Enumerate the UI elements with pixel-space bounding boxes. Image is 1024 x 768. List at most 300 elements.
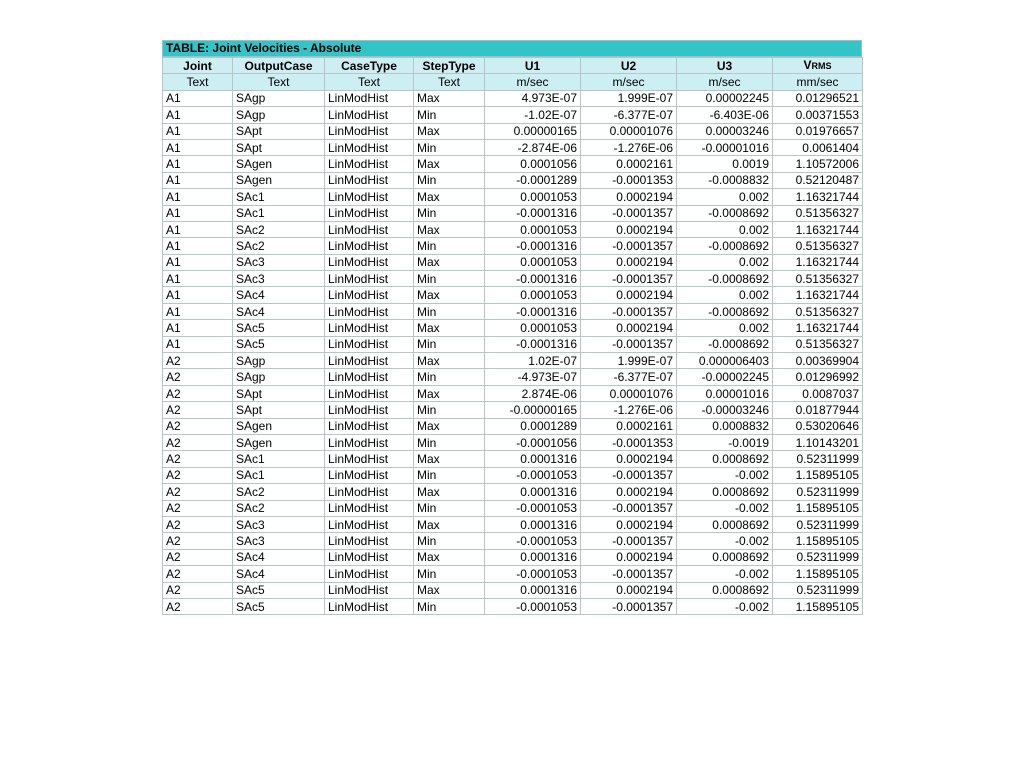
cell-joint: A1 [163, 287, 233, 303]
cell-casetype: LinModHist [325, 533, 414, 549]
cell-joint: A1 [163, 107, 233, 123]
cell-steptype: Max [414, 451, 485, 467]
cell-vrms: 0.51356327 [773, 336, 863, 352]
cell-u2: 0.0002194 [581, 582, 677, 598]
cell-u2: 0.00001076 [581, 385, 677, 401]
cell-u2: 0.0002161 [581, 156, 677, 172]
cell-casetype: LinModHist [325, 549, 414, 565]
table-row [163, 271, 863, 287]
cell-u1: 4.973E-07 [485, 90, 581, 106]
cell-steptype: Min [414, 205, 485, 221]
cell-steptype: Min [414, 533, 485, 549]
cell-steptype: Min [414, 500, 485, 516]
column-header-vrms [773, 58, 863, 74]
cell-steptype: Max [414, 90, 485, 106]
cell-vrms: 0.0061404 [773, 139, 863, 155]
cell-u3: -0.0008692 [677, 336, 773, 352]
cell-joint: A2 [163, 516, 233, 532]
cell-u3: 0.0019 [677, 156, 773, 172]
cell-casetype: LinModHist [325, 221, 414, 237]
cell-u2: -0.0001357 [581, 500, 677, 516]
cell-u1: -0.0001053 [485, 598, 581, 614]
cell-u3: -0.00003246 [677, 402, 773, 418]
unit-u1: m/sec [485, 74, 581, 90]
cell-casetype: LinModHist [325, 418, 414, 434]
cell-u3: 0.00001016 [677, 385, 773, 401]
cell-casetype: LinModHist [325, 467, 414, 483]
cell-vrms: 1.15895105 [773, 467, 863, 483]
cell-u2: 0.0002194 [581, 287, 677, 303]
cell-u3: -0.002 [677, 467, 773, 483]
table-row [163, 402, 863, 418]
joint-velocities-table [162, 57, 863, 615]
units-row [163, 74, 863, 90]
cell-u3: 0.0008692 [677, 549, 773, 565]
cell-steptype: Max [414, 582, 485, 598]
table-row [163, 221, 863, 237]
cell-u1: 0.0001053 [485, 320, 581, 336]
cell-u1: 0.0001316 [485, 549, 581, 565]
cell-outputcase: SAc4 [233, 303, 325, 319]
cell-u1: -0.0001316 [485, 303, 581, 319]
cell-joint: A1 [163, 303, 233, 319]
cell-u3: -0.00001016 [677, 139, 773, 155]
cell-u3: -0.002 [677, 598, 773, 614]
cell-steptype: Min [414, 107, 485, 123]
cell-casetype: LinModHist [325, 303, 414, 319]
cell-casetype: LinModHist [325, 566, 414, 582]
table-row [163, 533, 863, 549]
cell-u3: 0.0008692 [677, 516, 773, 532]
cell-vrms: 0.53020646 [773, 418, 863, 434]
cell-casetype: LinModHist [325, 172, 414, 188]
cell-vrms: 1.15895105 [773, 598, 863, 614]
cell-casetype: LinModHist [325, 238, 414, 254]
cell-u1: 0.0001056 [485, 156, 581, 172]
cell-u2: -6.377E-07 [581, 107, 677, 123]
cell-vrms: 1.10143201 [773, 434, 863, 450]
cell-vrms: 0.51356327 [773, 238, 863, 254]
cell-u3: 0.002 [677, 320, 773, 336]
cell-u3: 0.0008692 [677, 484, 773, 500]
cell-u3: -0.0008832 [677, 172, 773, 188]
table-row [163, 139, 863, 155]
cell-u2: -0.0001357 [581, 598, 677, 614]
cell-steptype: Min [414, 434, 485, 450]
cell-outputcase: SAgp [233, 353, 325, 369]
column-header-u1: U1 [485, 58, 581, 74]
cell-outputcase: SApt [233, 402, 325, 418]
cell-casetype: LinModHist [325, 434, 414, 450]
cell-u2: 1.999E-07 [581, 353, 677, 369]
cell-u1: -0.00000165 [485, 402, 581, 418]
cell-casetype: LinModHist [325, 90, 414, 106]
cell-u1: 0.00000165 [485, 123, 581, 139]
table-row [163, 451, 863, 467]
cell-u3: 0.002 [677, 287, 773, 303]
table-row [163, 336, 863, 352]
cell-joint: A2 [163, 582, 233, 598]
cell-u1: 0.0001316 [485, 516, 581, 532]
cell-u1: 0.0001316 [485, 582, 581, 598]
cell-vrms: 1.16321744 [773, 254, 863, 270]
cell-joint: A1 [163, 205, 233, 221]
cell-u1: -0.0001316 [485, 336, 581, 352]
cell-vrms: 0.0087037 [773, 385, 863, 401]
cell-u2: -0.0001357 [581, 467, 677, 483]
cell-steptype: Max [414, 123, 485, 139]
cell-u3: 0.002 [677, 254, 773, 270]
cell-casetype: LinModHist [325, 156, 414, 172]
cell-joint: A2 [163, 549, 233, 565]
cell-casetype: LinModHist [325, 189, 414, 205]
cell-u1: -0.0001053 [485, 500, 581, 516]
cell-steptype: Max [414, 189, 485, 205]
cell-joint: A1 [163, 320, 233, 336]
cell-u2: 0.00001076 [581, 123, 677, 139]
table-row [163, 90, 863, 106]
cell-joint: A1 [163, 271, 233, 287]
column-header-steptype: StepType [414, 58, 485, 74]
cell-u2: -0.0001357 [581, 205, 677, 221]
cell-casetype: LinModHist [325, 500, 414, 516]
cell-vrms: 1.15895105 [773, 533, 863, 549]
cell-casetype: LinModHist [325, 598, 414, 614]
cell-u3: 0.00003246 [677, 123, 773, 139]
cell-outputcase: SAc5 [233, 320, 325, 336]
cell-joint: A2 [163, 467, 233, 483]
cell-vrms: 1.16321744 [773, 320, 863, 336]
cell-joint: A2 [163, 484, 233, 500]
cell-outputcase: SAgen [233, 172, 325, 188]
cell-vrms: 0.00371553 [773, 107, 863, 123]
cell-outputcase: SAc3 [233, 516, 325, 532]
cell-outputcase: SAc1 [233, 205, 325, 221]
cell-u2: 0.0002194 [581, 189, 677, 205]
table-row [163, 353, 863, 369]
cell-joint: A2 [163, 451, 233, 467]
cell-u1: -0.0001316 [485, 271, 581, 287]
cell-u2: 1.999E-07 [581, 90, 677, 106]
column-header-row [163, 58, 863, 74]
cell-outputcase: SAgp [233, 90, 325, 106]
cell-u3: 0.0008692 [677, 582, 773, 598]
cell-u3: -0.002 [677, 533, 773, 549]
unit-vrms: mm/sec [773, 74, 863, 90]
cell-steptype: Max [414, 418, 485, 434]
cell-joint: A2 [163, 500, 233, 516]
unit-joint: Text [163, 74, 233, 90]
cell-u2: -0.0001357 [581, 566, 677, 582]
table-row [163, 254, 863, 270]
cell-u1: -1.02E-07 [485, 107, 581, 123]
cell-outputcase: SAc4 [233, 287, 325, 303]
cell-vrms: 0.52311999 [773, 451, 863, 467]
cell-vrms: 1.16321744 [773, 189, 863, 205]
cell-u3: -0.0008692 [677, 303, 773, 319]
table-row [163, 598, 863, 614]
cell-vrms: 0.01296992 [773, 369, 863, 385]
cell-outputcase: SAc5 [233, 582, 325, 598]
table-row [163, 434, 863, 450]
cell-outputcase: SAc2 [233, 484, 325, 500]
cell-vrms: 1.16321744 [773, 287, 863, 303]
cell-vrms: 0.52120487 [773, 172, 863, 188]
cell-casetype: LinModHist [325, 205, 414, 221]
cell-u2: 0.0002194 [581, 516, 677, 532]
cell-steptype: Min [414, 336, 485, 352]
cell-casetype: LinModHist [325, 287, 414, 303]
cell-steptype: Max [414, 353, 485, 369]
cell-outputcase: SAc1 [233, 451, 325, 467]
cell-outputcase: SAc1 [233, 467, 325, 483]
cell-casetype: LinModHist [325, 107, 414, 123]
cell-casetype: LinModHist [325, 451, 414, 467]
cell-joint: A1 [163, 123, 233, 139]
cell-steptype: Max [414, 156, 485, 172]
cell-joint: A2 [163, 402, 233, 418]
cell-u3: -6.403E-06 [677, 107, 773, 123]
cell-u3: 0.00002245 [677, 90, 773, 106]
cell-outputcase: SApt [233, 385, 325, 401]
cell-u1: -0.0001056 [485, 434, 581, 450]
cell-u2: -0.0001353 [581, 172, 677, 188]
cell-joint: A1 [163, 221, 233, 237]
cell-joint: A1 [163, 156, 233, 172]
cell-u1: 0.0001316 [485, 484, 581, 500]
cell-u1: -2.874E-06 [485, 139, 581, 155]
cell-outputcase: SAgen [233, 434, 325, 450]
cell-u1: 0.0001316 [485, 451, 581, 467]
cell-steptype: Max [414, 287, 485, 303]
cell-casetype: LinModHist [325, 484, 414, 500]
cell-outputcase: SAc4 [233, 566, 325, 582]
cell-vrms: 0.51356327 [773, 205, 863, 221]
cell-u1: -0.0001053 [485, 566, 581, 582]
cell-joint: A1 [163, 189, 233, 205]
table-row [163, 107, 863, 123]
cell-outputcase: SAgen [233, 156, 325, 172]
cell-outputcase: SAc3 [233, 533, 325, 549]
column-header-u2: U2 [581, 58, 677, 74]
table-row [163, 516, 863, 532]
table-row [163, 189, 863, 205]
cell-u1: 0.0001053 [485, 287, 581, 303]
cell-joint: A2 [163, 353, 233, 369]
cell-u2: 0.0002194 [581, 320, 677, 336]
cell-outputcase: SAgen [233, 418, 325, 434]
cell-u1: 2.874E-06 [485, 385, 581, 401]
unit-u3: m/sec [677, 74, 773, 90]
cell-outputcase: SAc2 [233, 238, 325, 254]
cell-steptype: Min [414, 139, 485, 155]
cell-casetype: LinModHist [325, 385, 414, 401]
cell-u1: -0.0001316 [485, 205, 581, 221]
cell-outputcase: SAc4 [233, 549, 325, 565]
cell-u2: 0.0002194 [581, 254, 677, 270]
cell-joint: A2 [163, 434, 233, 450]
cell-casetype: LinModHist [325, 139, 414, 155]
cell-casetype: LinModHist [325, 582, 414, 598]
cell-vrms: 0.52311999 [773, 549, 863, 565]
cell-steptype: Max [414, 516, 485, 532]
cell-casetype: LinModHist [325, 271, 414, 287]
cell-joint: A2 [163, 598, 233, 614]
cell-joint: A1 [163, 172, 233, 188]
cell-vrms: 0.52311999 [773, 516, 863, 532]
cell-steptype: Min [414, 369, 485, 385]
cell-joint: A2 [163, 533, 233, 549]
cell-u3: -0.002 [677, 566, 773, 582]
cell-steptype: Max [414, 320, 485, 336]
column-header-outputcase: OutputCase [233, 58, 325, 74]
cell-steptype: Min [414, 598, 485, 614]
unit-outputcase: Text [233, 74, 325, 90]
table-row [163, 172, 863, 188]
cell-vrms: 0.51356327 [773, 303, 863, 319]
cell-u2: -0.0001353 [581, 434, 677, 450]
cell-u3: 0.002 [677, 189, 773, 205]
cell-steptype: Min [414, 303, 485, 319]
table-row [163, 582, 863, 598]
table-row [163, 385, 863, 401]
cell-vrms: 0.01877944 [773, 402, 863, 418]
table-body [163, 90, 863, 615]
cell-steptype: Max [414, 221, 485, 237]
cell-u2: 0.0002194 [581, 549, 677, 565]
cell-steptype: Max [414, 549, 485, 565]
table-row [163, 287, 863, 303]
cell-steptype: Max [414, 385, 485, 401]
cell-outputcase: SAc1 [233, 189, 325, 205]
cell-casetype: LinModHist [325, 336, 414, 352]
cell-outputcase: SAgp [233, 107, 325, 123]
cell-joint: A1 [163, 254, 233, 270]
cell-u2: 0.0002194 [581, 221, 677, 237]
cell-steptype: Min [414, 467, 485, 483]
cell-joint: A1 [163, 139, 233, 155]
cell-steptype: Max [414, 254, 485, 270]
cell-u3: 0.002 [677, 221, 773, 237]
cell-casetype: LinModHist [325, 402, 414, 418]
cell-u3: -0.00002245 [677, 369, 773, 385]
cell-casetype: LinModHist [325, 320, 414, 336]
cell-steptype: Min [414, 566, 485, 582]
cell-u2: 0.0002194 [581, 451, 677, 467]
cell-casetype: LinModHist [325, 516, 414, 532]
column-header-joint: Joint [163, 58, 233, 74]
table-row [163, 566, 863, 582]
cell-outputcase: SApt [233, 139, 325, 155]
cell-u3: -0.0019 [677, 434, 773, 450]
cell-u1: -0.0001053 [485, 467, 581, 483]
cell-outputcase: SAc3 [233, 254, 325, 270]
table-row [163, 500, 863, 516]
cell-joint: A2 [163, 385, 233, 401]
cell-u2: -1.276E-06 [581, 139, 677, 155]
cell-outputcase: SAgp [233, 369, 325, 385]
table-row [163, 123, 863, 139]
cell-vrms: 1.10572006 [773, 156, 863, 172]
cell-u3: -0.002 [677, 500, 773, 516]
cell-joint: A2 [163, 566, 233, 582]
cell-joint: A1 [163, 90, 233, 106]
joint-velocities-table-sheet [162, 40, 862, 615]
cell-u2: -0.0001357 [581, 533, 677, 549]
table-row [163, 484, 863, 500]
cell-steptype: Min [414, 238, 485, 254]
cell-casetype: LinModHist [325, 123, 414, 139]
table-row [163, 418, 863, 434]
cell-u2: 0.0002194 [581, 484, 677, 500]
table-title: TABLE: Joint Velocities - Absolute [162, 40, 862, 57]
vrms-header-v: V [803, 58, 812, 73]
table-row [163, 238, 863, 254]
column-header-casetype: CaseType [325, 58, 414, 74]
cell-u1: -0.0001053 [485, 533, 581, 549]
table-row [163, 156, 863, 172]
cell-u3: -0.0008692 [677, 238, 773, 254]
cell-casetype: LinModHist [325, 353, 414, 369]
cell-u2: -6.377E-07 [581, 369, 677, 385]
cell-vrms: 0.01976657 [773, 123, 863, 139]
vrms-header-rms: RMS [811, 61, 832, 72]
cell-u1: 0.0001053 [485, 254, 581, 270]
column-header-u3: U3 [677, 58, 773, 74]
cell-u1: -0.0001316 [485, 238, 581, 254]
cell-vrms: 1.16321744 [773, 221, 863, 237]
cell-vrms: 1.15895105 [773, 566, 863, 582]
cell-outputcase: SApt [233, 123, 325, 139]
unit-casetype: Text [325, 74, 414, 90]
table-row [163, 303, 863, 319]
cell-outputcase: SAc5 [233, 336, 325, 352]
table-row [163, 467, 863, 483]
cell-vrms: 1.15895105 [773, 500, 863, 516]
cell-u2: -0.0001357 [581, 238, 677, 254]
cell-outputcase: SAc2 [233, 500, 325, 516]
cell-u2: -0.0001357 [581, 303, 677, 319]
cell-casetype: LinModHist [325, 254, 414, 270]
cell-steptype: Min [414, 172, 485, 188]
cell-u1: 1.02E-07 [485, 353, 581, 369]
cell-u1: 0.0001289 [485, 418, 581, 434]
cell-u3: -0.0008692 [677, 205, 773, 221]
cell-steptype: Min [414, 402, 485, 418]
cell-outputcase: SAc5 [233, 598, 325, 614]
cell-u3: -0.0008692 [677, 271, 773, 287]
cell-u2: -1.276E-06 [581, 402, 677, 418]
cell-u2: 0.0002161 [581, 418, 677, 434]
cell-u1: 0.0001053 [485, 189, 581, 205]
unit-steptype: Text [414, 74, 485, 90]
table-row [163, 320, 863, 336]
cell-vrms: 0.52311999 [773, 582, 863, 598]
cell-vrms: 0.00369904 [773, 353, 863, 369]
cell-joint: A1 [163, 238, 233, 254]
cell-u3: 0.000006403 [677, 353, 773, 369]
cell-vrms: 0.01296521 [773, 90, 863, 106]
cell-u1: -0.0001289 [485, 172, 581, 188]
cell-steptype: Min [414, 271, 485, 287]
table-row [163, 549, 863, 565]
cell-joint: A1 [163, 336, 233, 352]
cell-outputcase: SAc2 [233, 221, 325, 237]
cell-steptype: Max [414, 484, 485, 500]
cell-joint: A2 [163, 369, 233, 385]
cell-casetype: LinModHist [325, 369, 414, 385]
cell-vrms: 0.51356327 [773, 271, 863, 287]
